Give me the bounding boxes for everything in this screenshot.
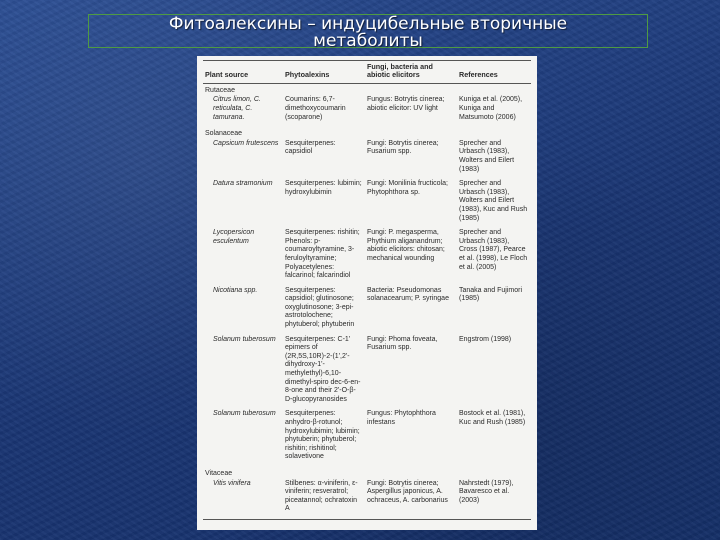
plant-source-cell: Solanum tuberosum — [213, 410, 276, 418]
table-row — [203, 95, 531, 127]
elicitors-cell: Fungus: Phytophthora infestans — [367, 410, 436, 426]
phytoalexin-table-image — [197, 56, 537, 530]
phytoalexins-cell: Sesquiterpenes: lubimin; hydroxylubimin — [285, 180, 362, 196]
references-cell: Bostock et al. (1981), Kuc and Rush (1985) — [459, 410, 526, 426]
phytoalexins-cell: Sesquiterpenes: C-1' epimers of (2R,5S,10R)-2-(1',2'-dihydroxy-1'-methylethyl)-6,10-dimethyl-spiro dec-6-en-8-one and their 2'-O-β-D-glucopyranosides — [285, 335, 361, 403]
table-header-row — [203, 61, 531, 84]
plant-family-label: Solanaceae — [205, 130, 242, 138]
table-family-row — [203, 467, 531, 479]
phytoalexin-table — [203, 60, 531, 520]
header-phytoalexins: Phytoalexins — [283, 61, 365, 84]
header-plant-source: Plant source — [203, 61, 283, 84]
plant-family-label: Vitaceae — [205, 469, 233, 477]
table-body — [203, 83, 531, 519]
plant-source-cell: Solanum tuberosum — [213, 335, 276, 343]
slide-title-line-1: Фитоалексины – индуцибельные вторичные — [168, 14, 568, 34]
header-references: References — [457, 61, 531, 84]
table-row — [203, 139, 531, 179]
phytoalexins-cell: Sesquiterpenes: capsidiol; glutinosone; oxyglutinosone; 3-epi-astrotolochene; phytuberol; phytuberin — [285, 286, 355, 329]
phytoalexins-cell: Coumarins: 6,7-dimethoxycoumarin (scoparone) — [285, 96, 346, 121]
elicitors-cell: Fungi: Botrytis cinerea; Fusarium spp. — [367, 139, 439, 156]
plant-source-cell: Nicotiana spp. — [213, 286, 258, 294]
slide-title-line-2: метаболиты — [313, 31, 423, 51]
header-elicitors: Fungi, bacteria and abiotic elicitors — [365, 61, 457, 84]
table-row — [203, 286, 531, 335]
phytoalexins-cell: Sesquiterpenes: capsidiol — [285, 139, 336, 156]
table-row — [203, 179, 531, 228]
elicitors-cell: Fungi: Phoma foveata, Fusarium spp. — [367, 335, 438, 352]
references-cell: Kuniga et al. (2005), Kuniga and Matsumoto (2006) — [459, 96, 523, 121]
phytoalexins-cell: Stilbenes: α-viniferin, ε-viniferin; resveratrol; piceatannol; ochratoxin A — [283, 479, 365, 520]
table-row — [203, 228, 531, 286]
table-row — [203, 479, 531, 520]
plant-source-cell: Lycopersicon esculentum — [213, 229, 255, 245]
elicitors-cell: Fungi: P. megasperma, Phythium aliganandrum; abiotic elicitors: chitosan; mechanical wounding — [367, 229, 445, 262]
references-cell: Sprecher and Urbasch (1983), Cross (1987), Pearce et al. (1998), Le Floch et al. (2005) — [459, 229, 528, 271]
plant-source-cell: Capsicum frutescens — [213, 139, 279, 147]
plant-source-cell: Vitis vinifera — [203, 479, 283, 520]
elicitors-cell: Bacteria: Pseudomonas solanacearum; P. syringae — [367, 286, 449, 303]
references-cell: Engstrom (1998) — [459, 335, 512, 343]
references-cell: Tanaka and Fujimori (1985) — [459, 286, 523, 303]
references-cell: Sprecher and Urbasch (1983), Wolters and Eilert (1983) — [459, 139, 515, 173]
slide-title — [88, 14, 648, 51]
plant-family-label: Rutaceae — [205, 86, 235, 94]
references-cell: Sprecher and Urbasch (1983), Wolters and Eilert (1983), Kuc and Rush (1985) — [459, 180, 528, 222]
elicitors-cell: Fungus: Botrytis cinerea; abiotic elicitor: UV light — [367, 96, 445, 112]
references-cell: Nahrstedt (1979), Bavaresco et al. (2003) — [457, 479, 531, 520]
table-family-row — [203, 127, 531, 139]
table-family-row — [203, 83, 531, 95]
plant-source-cell: Citrus limon, C. reticulata, C. tamurana. — [213, 96, 261, 121]
elicitors-cell: Fungi: Monilinia fructicola; Phytophthora sp. — [367, 180, 448, 196]
table-row — [203, 409, 531, 467]
phytoalexins-cell: Sesquiterpenes: rishitin; Phenols: p-coumaroyltyramine, 3-feruloyltyramine; Polyacetylenes: falcarinol; falcarindiol — [285, 229, 360, 280]
plant-source-cell: Datura stramonium — [213, 180, 273, 188]
elicitors-cell: Fungi: Botrytis cinerea; Aspergillus japonicus, A. ochraceus, A. carbonarius — [365, 479, 457, 520]
table-row — [203, 335, 531, 410]
phytoalexins-cell: Sesquiterpenes: anhydro-β-rotunol; hydroxylubimin; lubimin; phytuberin; phytuberol; rishitin; rishitinol; solavetivone — [285, 410, 360, 461]
